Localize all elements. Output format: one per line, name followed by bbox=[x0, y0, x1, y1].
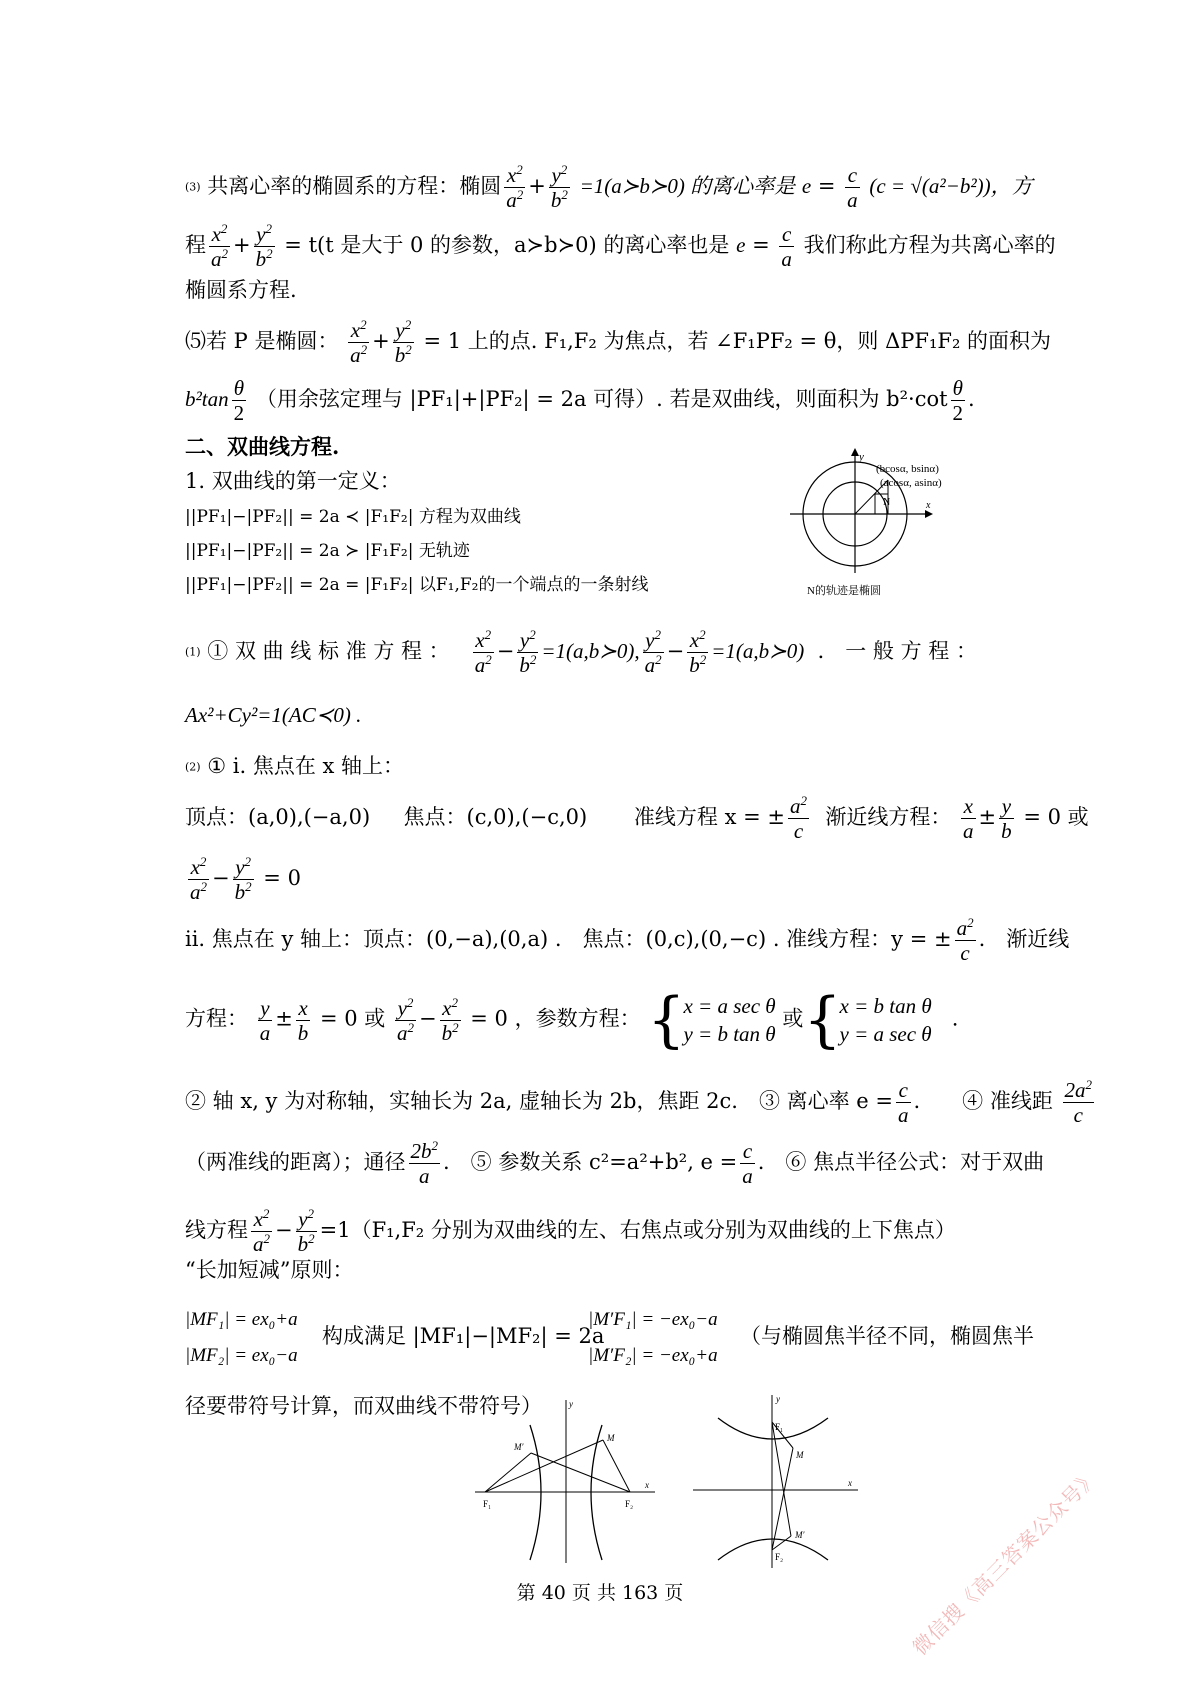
system bbox=[683, 992, 775, 1048]
segment bbox=[772, 1448, 793, 1550]
ellipse-circle-figure bbox=[780, 448, 970, 598]
item-number: (1) bbox=[185, 645, 201, 659]
text: ． 一 般 方 程 ： bbox=[817, 639, 977, 663]
definition-title: 1. 双曲线的第一定义： bbox=[185, 469, 401, 493]
text: 或 bbox=[782, 1006, 804, 1031]
c-relation: (c = √(a²−b²))，方 bbox=[869, 174, 1033, 198]
text: = t(t 是大于 0 的参数，a≻b≻0) 的离心率也是 bbox=[284, 233, 730, 257]
fraction: $\frac{y^2}{b^2}$ bbox=[394, 317, 412, 367]
fraction: $\frac{y^2}{b^2}$ bbox=[234, 854, 252, 904]
fraction: $\frac{y}{b}$ bbox=[1001, 794, 1012, 843]
fraction: $\frac{a^2}{c}$ bbox=[789, 793, 807, 843]
mf-left bbox=[185, 1302, 298, 1374]
fraction: $\frac{x^2}{b^2}$ bbox=[689, 627, 707, 677]
rule: “长加短减”原则： bbox=[185, 1258, 354, 1282]
line-parametric: 方程： $\frac{y}{a}$ ± $\frac{x}{b}$ = 0 或 $\frac{y^2}{a^2}$ − $\frac{x^2}{b^2}$ = 0 ，参数方程： { x = a sec θ y = b tan θ 或{ x = b tan θ y = a sec θ . bbox=[185, 985, 959, 1055]
segment bbox=[485, 1440, 603, 1492]
text: ii. 焦点在 y 轴上：顶点：(0,−a),(0,a) . 焦点：(0,c),(0,−c) . 准线方程：y = ± bbox=[185, 927, 952, 951]
text: ① i. 焦点在 x 轴上： bbox=[207, 754, 405, 778]
definition-3: ||PF₁|−|PF₂|| = 2a = |F₁F₂| 以F₁,F₂的一个端点的一条射线 bbox=[185, 575, 649, 595]
text: 方程： bbox=[185, 1006, 248, 1031]
fraction: $\frac{y^2}{b^2}$ bbox=[255, 221, 273, 271]
text: 线方程 bbox=[185, 1218, 248, 1242]
text: = 1 上的点. F₁,F₂ 为焦点，若 ∠F₁PF₂ = θ，则 ΔPF₁F₂ 的面积为 bbox=[423, 329, 1052, 353]
line-focal-radius: 线方程 $\frac{x^2}{a^2}$ − $\frac{y^2}{b^2}$ =1（F₁,F₂ 分别为双曲线的左、右焦点或分别为双曲线的上下焦点） bbox=[185, 1206, 956, 1256]
general-equation: Ax²+Cy²=1(AC≺0) . bbox=[185, 703, 362, 727]
line-asymptote: $\frac{x^2}{a^2}$ − $\frac{y^2}{b^2}$ = 0 bbox=[190, 854, 301, 904]
text: 我们称此方程为共离心率的 bbox=[803, 233, 1056, 257]
fraction: $\frac{c}{a}$ bbox=[742, 1139, 753, 1188]
line-coeccentric-2: 程 $\frac{x^2}{a^2}$ + $\frac{y^2}{b^2}$ = t(t 是大于 0 的参数，a≻b≻0) 的离心率也是 e = $\frac{c}{a}$ 我们称此方程为共离心率的 bbox=[185, 221, 1056, 271]
text: ② 轴 x, y 为对称轴，实轴长为 2a, 虚轴长为 2b，焦距 2c. ③ 离心率 e = bbox=[185, 1089, 893, 1113]
mf-right bbox=[588, 1302, 718, 1374]
fraction: $\frac{y^2}{b^2}$ bbox=[550, 162, 568, 212]
fraction: $\frac{x^2}{a^2}$ bbox=[253, 1206, 270, 1256]
line-3: 椭圆系方程. bbox=[185, 278, 297, 302]
text: 顶点：(a,0),(−a,0) bbox=[185, 805, 371, 829]
point-label: (acosα, asinα) bbox=[880, 477, 942, 489]
text: x = b tan θ bbox=[839, 994, 932, 1018]
text: . bbox=[951, 1006, 959, 1031]
fraction: $\frac{y^2}{b^2}$ bbox=[519, 627, 537, 677]
line-coeccentric: (3) 共离心率的椭圆系的方程：椭圆 $\frac{x^2}{a^2}$ + $\frac{y^2}{b^2}$ =1(a≻b≻0) 的离心率是 e = $\frac{c}{a}$ (c = √(a²−b²))，方 bbox=[185, 162, 1033, 212]
text: |M′F₂| = −ex₀+a bbox=[588, 1345, 718, 1366]
text: = 0 bbox=[1023, 805, 1061, 829]
segment bbox=[603, 1440, 630, 1492]
definition-2: ||PF₁|−|PF₂|| = 2a ≻ |F₁F₂| 无轨迹 bbox=[185, 541, 470, 561]
fraction: $\frac{x^2}{a^2}$ bbox=[506, 162, 524, 212]
text: （用余弦定理与 |PF₁|+|PF₂| = 2a 可得）. 若是双曲线，则面积为 b²·cot bbox=[255, 387, 948, 411]
fraction: $\frac{x^2}{a^2}$ bbox=[211, 221, 228, 271]
hyperbola-figure-vertical bbox=[688, 1390, 888, 1570]
text: = 0 或 bbox=[319, 1006, 386, 1031]
figure-caption: N的轨迹是椭圆 bbox=[807, 585, 881, 597]
line-focus-y bbox=[185, 915, 1070, 965]
fraction: $\frac{x}{a}$ bbox=[963, 794, 974, 843]
text: . ⑥ 焦点半径公式：对于双曲 bbox=[757, 1150, 1045, 1174]
text: |MF₂| = ex₀−a bbox=[185, 1345, 298, 1366]
text: . 渐近线 bbox=[978, 927, 1070, 951]
text: . bbox=[968, 387, 975, 411]
point-n-label: N bbox=[883, 497, 891, 508]
definition-1: ||PF₁|−|PF₂|| = 2a ≺ |F₁F₂| 方程为双曲线 bbox=[185, 507, 521, 527]
condition: =1(a≻b≻0) 的离心率是 bbox=[579, 174, 796, 198]
focus-label: F₂ bbox=[625, 1499, 634, 1509]
point-label: M′ bbox=[514, 1442, 524, 1452]
x-arrow bbox=[925, 510, 933, 518]
point-label: M bbox=[796, 1450, 804, 1460]
fraction: $\frac{x}{b}$ bbox=[297, 995, 309, 1045]
fraction: $\frac{2b^2}{a}$ bbox=[410, 1138, 438, 1188]
text: =1（F₁,F₂ 分别为双曲线的左、右焦点或分别为双曲线的上下焦点） bbox=[319, 1218, 956, 1242]
text: 准线方程 x = ± bbox=[633, 805, 785, 829]
y-label: y bbox=[569, 1399, 573, 1409]
text: = 0 bbox=[263, 866, 301, 890]
text: y = a sec θ bbox=[839, 1022, 932, 1046]
text: =1(a,b≻0) bbox=[711, 639, 805, 663]
x-label: x bbox=[848, 1478, 852, 1488]
fraction: $\frac{c}{a}$ bbox=[898, 1078, 909, 1127]
point-label: M′ bbox=[795, 1530, 805, 1540]
last-line: 径要带符号计算，而双曲线不带符号） bbox=[185, 1394, 542, 1418]
line-area: ⑸若 P 是椭圆： $\frac{x^2}{a^2}$ + $\frac{y^2}{b^2}$ = 1 上的点. F₁,F₂ 为焦点，若 ∠F₁PF₂ = θ，则 ΔPF₁F₂ 的面积为 bbox=[185, 317, 1052, 367]
system bbox=[840, 992, 932, 1048]
segment bbox=[531, 1453, 630, 1492]
text: b²tan bbox=[185, 387, 229, 411]
text: ① 双 曲 线 标 准 方 程 ： bbox=[207, 639, 450, 663]
fraction: $\frac{\theta}{2}$ bbox=[233, 376, 245, 425]
y-arrow bbox=[851, 448, 859, 456]
text: （两准线的距离）；通径 bbox=[185, 1150, 406, 1174]
text: 渐近线方程： bbox=[825, 805, 952, 829]
text: . ④ 准线距 bbox=[913, 1089, 1053, 1113]
text: 或 bbox=[1067, 805, 1089, 829]
line-vertex: 顶点：(a,0),(−a,0) 焦点：(c,0),(−c,0) 准线方程 x = ± $\frac{a^2}{c}$ 渐近线方程： $\frac{x}{a}$ ± $\frac{y}{b}$ = 0 或 bbox=[185, 793, 1089, 843]
line-latus bbox=[185, 1138, 1045, 1188]
point-label: (bcosα, bsinα) bbox=[876, 463, 939, 475]
text: 焦点：(c,0),(−c,0) bbox=[403, 805, 588, 829]
line-standard-equation: (1) ① 双 曲 线 标 准 方 程 ： $\frac{x^2}{a^2}$ − $\frac{y^2}{b^2}$ =1(a,b≻0), $\frac{y^2}{a^2}$ − $\frac{x^2}{b^2}$ =1(a,b≻0) ． 一 般 方 程 ： bbox=[185, 627, 977, 677]
focus-label: F₁ bbox=[483, 1499, 492, 1509]
mf-mid: 构成满足 |MF₁|−|MF₂| = 2a bbox=[322, 1324, 605, 1348]
text: x = a sec θ bbox=[683, 994, 776, 1018]
text: 程 bbox=[185, 233, 206, 257]
hyperbola-figure-horizontal bbox=[470, 1395, 670, 1565]
fraction: $\frac{c}{a}$ bbox=[847, 163, 858, 212]
focus-label: F₁ bbox=[775, 1422, 784, 1432]
text: |M′F₁| = −ex₀−a bbox=[588, 1309, 718, 1330]
y-label: y bbox=[776, 1394, 780, 1404]
fraction: $\frac{y^2}{b^2}$ bbox=[297, 1206, 315, 1256]
text: y = b tan θ bbox=[683, 1022, 776, 1046]
section-heading: 二、双曲线方程. bbox=[185, 434, 340, 459]
x-label: x bbox=[645, 1480, 649, 1490]
y-label: y bbox=[859, 451, 864, 463]
fraction: $\frac{y^2}{a^2}$ bbox=[396, 994, 414, 1045]
mf-note: （与椭圆焦半径不同，椭圆焦半 bbox=[740, 1324, 1034, 1348]
fraction: $\frac{y}{a}$ bbox=[259, 995, 271, 1045]
text: =1(a,b≻0), bbox=[541, 639, 640, 663]
fraction: $\frac{c}{a}$ bbox=[781, 222, 792, 271]
text: = 0 ，参数方程： bbox=[470, 1006, 641, 1031]
text: ⑸若 P 是椭圆： bbox=[185, 329, 339, 353]
fraction: $\frac{2a^2}{c}$ bbox=[1064, 1077, 1093, 1127]
watermark: 微信搜《高三答案公众号》 bbox=[907, 1464, 1103, 1660]
item-number: (3) bbox=[185, 180, 201, 194]
item-number: (2) bbox=[185, 760, 201, 774]
text: 共离心率的椭圆系的方程：椭圆 bbox=[207, 174, 502, 198]
x-label: x bbox=[926, 500, 931, 511]
fraction: $\frac{x^2}{a^2}$ bbox=[474, 627, 492, 677]
fraction: $\frac{y^2}{a^2}$ bbox=[644, 627, 662, 677]
focus-label: F₂ bbox=[775, 1552, 784, 1562]
fraction: $\frac{x^2}{a^2}$ bbox=[350, 317, 368, 367]
page-footer: 第 40 页 共 163 页 bbox=[516, 1582, 684, 1604]
point-label: M bbox=[607, 1433, 615, 1443]
fraction: $\frac{\theta}{2}$ bbox=[952, 376, 964, 425]
fraction: $\frac{x^2}{a^2}$ bbox=[190, 854, 207, 904]
line-axes bbox=[185, 1077, 1093, 1127]
text: . ⑤ 参数关系 c²=a²+b², e = bbox=[443, 1150, 738, 1174]
line-area-2 bbox=[185, 376, 1025, 425]
fraction: $\frac{a^2}{c}$ bbox=[956, 915, 974, 965]
segment bbox=[485, 1453, 531, 1492]
fraction: $\frac{x^2}{b^2}$ bbox=[441, 994, 459, 1045]
line-focus-x bbox=[185, 751, 1025, 783]
text: |MF₁| = ex₀+a bbox=[185, 1309, 298, 1330]
